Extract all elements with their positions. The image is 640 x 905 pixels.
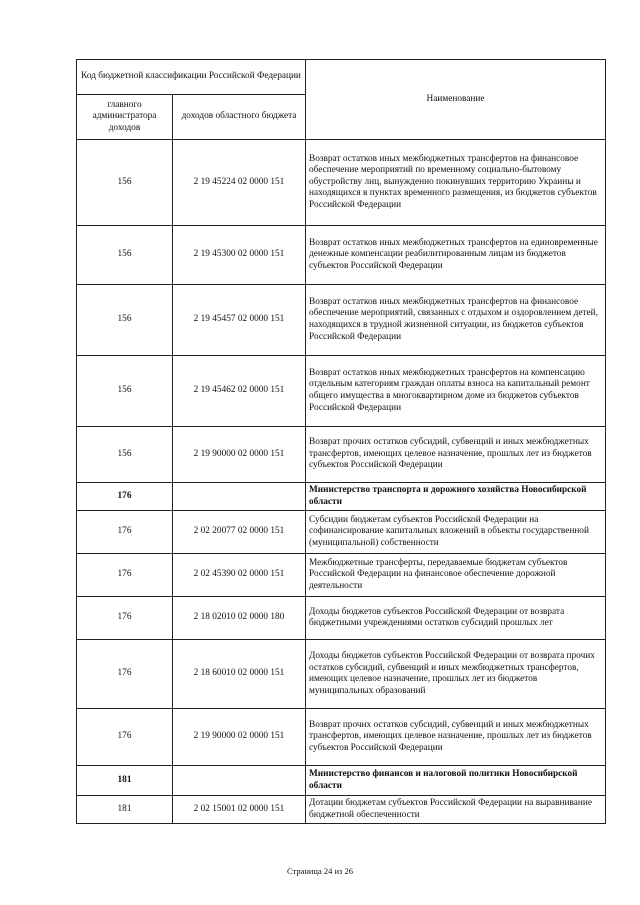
admin-code: 176 — [77, 640, 173, 709]
row-name: Доходы бюджетов субъектов Российской Федерации от возврата бюджетными учреждениями остатков субсидий прошлых лет — [306, 597, 606, 640]
table-row — [77, 640, 606, 709]
income-code: 2 19 90000 02 0000 151 — [173, 709, 306, 766]
income-code: 2 18 60010 02 0000 151 — [173, 640, 306, 709]
income-code: 2 02 15001 02 0000 151 — [173, 796, 306, 824]
income-code: 2 19 45300 02 0000 151 — [173, 226, 306, 285]
admin-code: 176 — [77, 511, 173, 554]
table-row — [77, 554, 606, 597]
header-admin: главного администратора доходов — [77, 95, 173, 140]
row-name: Субсидии бюджетам субъектов Российской Федерации на софинансирование капитальных вложений в объекты государственной (муниципальной) собственности — [306, 511, 606, 554]
income-code: 2 19 45457 02 0000 151 — [173, 285, 306, 356]
table-row — [77, 285, 606, 356]
income-code: 2 18 02010 02 0000 180 — [173, 597, 306, 640]
admin-code: 176 — [77, 554, 173, 597]
row-name: Возврат прочих остатков субсидий, субвенций и иных межбюджетных трансфертов, имеющих целевое назначение, прошлых лет из бюджетов субъектов Российской Федерации — [306, 427, 606, 483]
row-name: Возврат остатков иных межбюджетных трансфертов на единовременные денежные компенсации реабилитированным лицам из бюджетов субъектов Российской Федерации — [306, 226, 606, 285]
row-name: Доходы бюджетов субъектов Российской Федерации от возврата прочих остатков субсидий, субвенций и иных межбюджетных трансфертов, имеющих целевое назначение, прошлых лет из бюджетов муниципальных образований — [306, 640, 606, 709]
admin-code: 176 — [77, 597, 173, 640]
table-row — [77, 709, 606, 766]
admin-code: 181 — [77, 796, 173, 824]
income-code: 2 02 45390 02 0000 151 — [173, 554, 306, 597]
table-row — [77, 140, 606, 226]
row-name: Возврат остатков иных межбюджетных трансфертов на компенсацию отдельным категориям граждан оплаты взноса на капитальный ремонт общего имущества в многоквартирном доме из бюджетов субъектов Российской Федерации — [306, 356, 606, 427]
admin-code: 156 — [77, 226, 173, 285]
row-name: Возврат остатков иных межбюджетных трансфертов на финансовое обеспечение мероприятий, связанных с отдыхом и оздоровлением детей, находящихся в трудной жизненной ситуации, из бюджетов субъектов Российской Федерации — [306, 285, 606, 356]
section-title: Министерство финансов и налоговой политики Новосибирской области — [306, 766, 606, 796]
admin-code: 176 — [77, 709, 173, 766]
admin-code: 181 — [77, 766, 173, 796]
table-row — [77, 226, 606, 285]
admin-code: 176 — [77, 483, 173, 511]
table-row — [77, 796, 606, 824]
admin-code: 156 — [77, 356, 173, 427]
section-title: Министерство транспорта и дорожного хозяйства Новосибирской области — [306, 483, 606, 511]
admin-code: 156 — [77, 427, 173, 483]
admin-code: 156 — [77, 285, 173, 356]
table-row — [77, 356, 606, 427]
header-income: доходов областного бюджета — [173, 95, 306, 140]
row-name: Межбюджетные трансферты, передаваемые бюджетам субъектов Российской Федерации на финансовое обеспечение дорожной деятельности — [306, 554, 606, 597]
admin-code: 156 — [77, 140, 173, 226]
table-row — [77, 597, 606, 640]
income-code — [173, 766, 306, 796]
table-row — [77, 511, 606, 554]
row-name: Возврат остатков иных межбюджетных трансфертов на финансовое обеспечение мероприятий по временному социально-бытовому обустройству лиц, вынужденно покинувших территорию Украины и находящихся в пунктах временного размещения, из бюджетов субъектов Российской Федерации — [306, 140, 606, 226]
budget-classification-table — [76, 59, 606, 824]
income-code — [173, 483, 306, 511]
header-group-code: Код бюджетной классификации Российской Федерации — [77, 60, 306, 95]
income-code: 2 19 45462 02 0000 151 — [173, 356, 306, 427]
table-row — [77, 427, 606, 483]
header-name: Наименование — [306, 60, 606, 140]
income-code: 2 19 45224 02 0000 151 — [173, 140, 306, 226]
income-code: 2 02 20077 02 0000 151 — [173, 511, 306, 554]
row-name: Возврат прочих остатков субсидий, субвенций и иных межбюджетных трансфертов, имеющих целевое назначение, прошлых лет из бюджетов субъектов Российской Федерации — [306, 709, 606, 766]
table-row-section — [77, 766, 606, 796]
income-code: 2 19 90000 02 0000 151 — [173, 427, 306, 483]
page-number: Страница 24 из 26 — [286, 866, 354, 876]
row-name: Дотации бюджетам субъектов Российской Федерации на выравнивание бюджетной обеспеченности — [306, 796, 606, 824]
table-row-section — [77, 483, 606, 511]
